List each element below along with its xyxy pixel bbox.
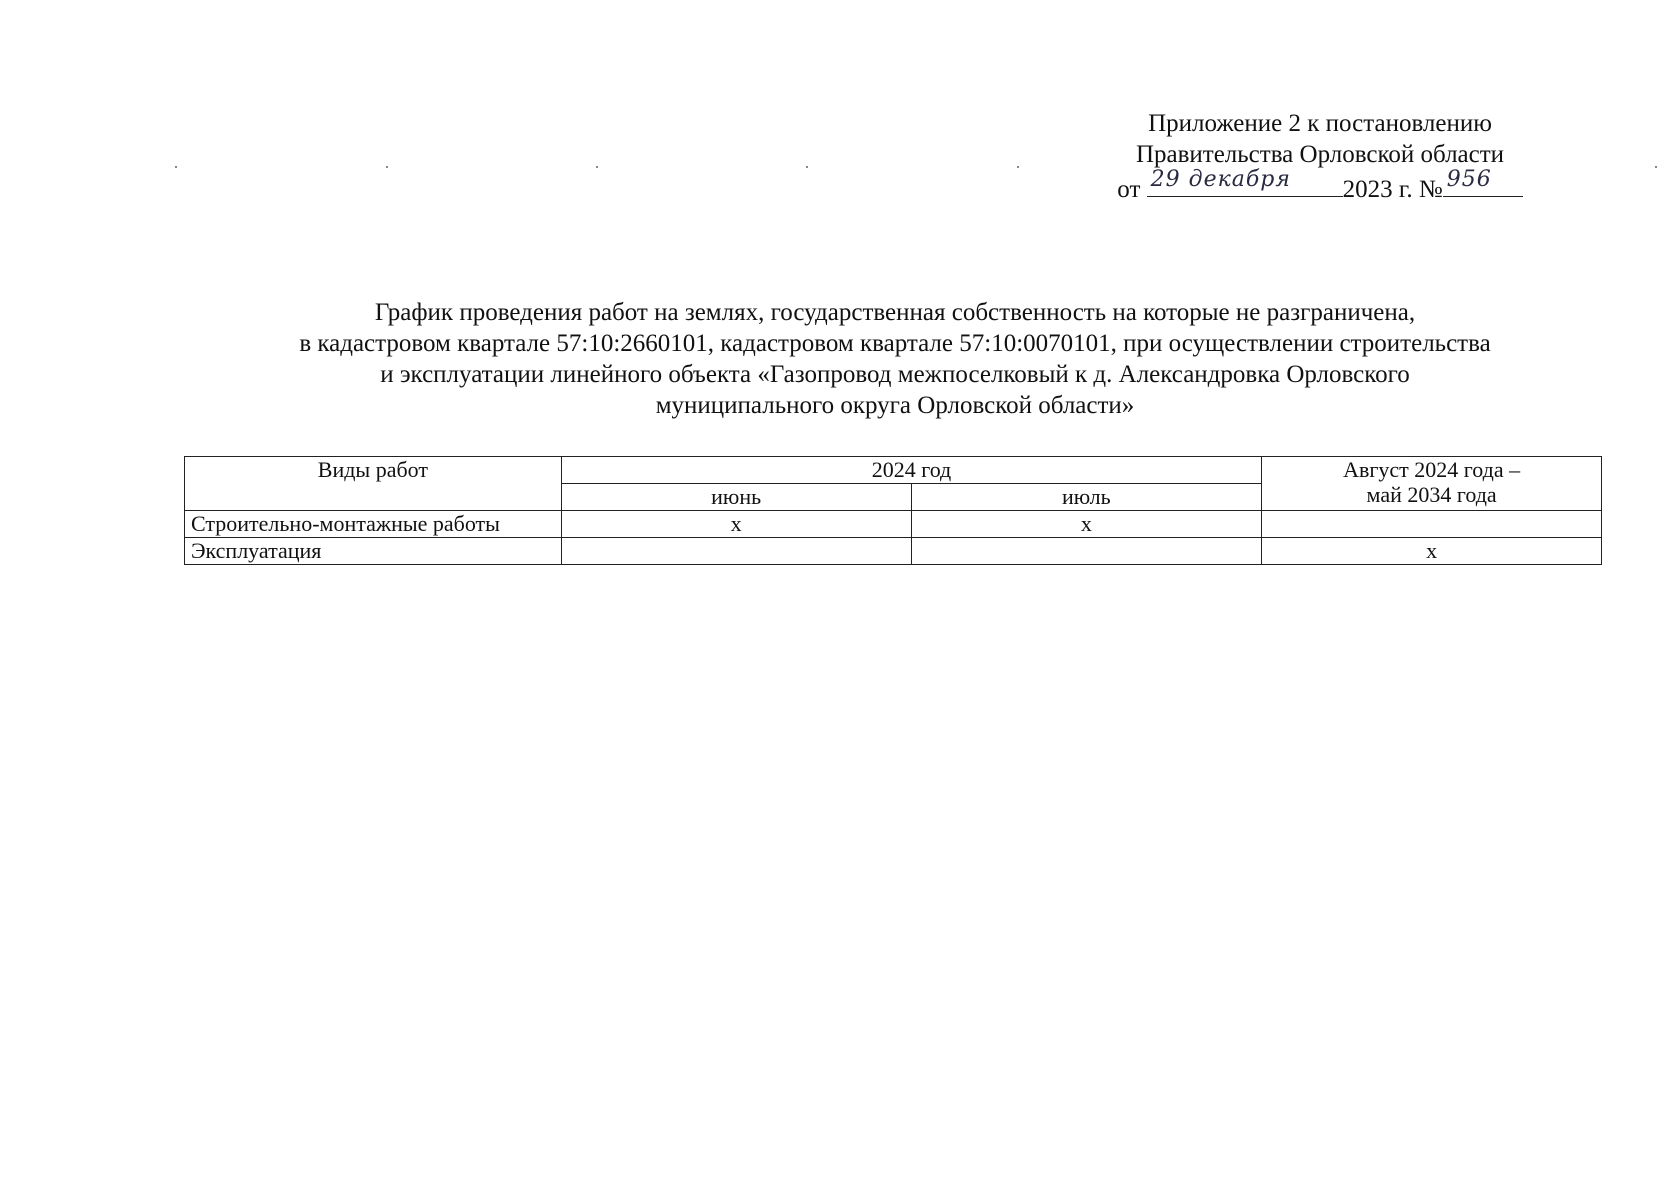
scan-dot xyxy=(175,166,177,168)
table-row xyxy=(185,511,1602,538)
handwritten-number: 956 xyxy=(1446,167,1492,192)
date-prefix: от xyxy=(1117,176,1141,203)
number-signature-line xyxy=(1443,167,1523,197)
header-work-types: Виды работ xyxy=(185,457,562,511)
scan-dot xyxy=(1655,166,1657,168)
handwritten-date: 29 декабря xyxy=(1150,167,1291,192)
row-period-mark xyxy=(1262,511,1602,538)
appendix-header xyxy=(1060,108,1580,205)
appendix-line-1: Приложение 2 к постановлению xyxy=(1148,110,1492,137)
appendix-date-line xyxy=(1060,167,1580,205)
row-july-mark xyxy=(911,538,1262,565)
scan-dot xyxy=(806,166,808,168)
year-number-label: 2023 г. № xyxy=(1342,176,1443,203)
header-period-line-1: Август 2024 года – xyxy=(1343,457,1521,482)
scan-dot xyxy=(596,166,598,168)
date-signature-line xyxy=(1147,167,1343,197)
row-june-mark xyxy=(561,538,911,565)
row-july-mark: х xyxy=(911,511,1262,538)
scan-dot xyxy=(386,166,388,168)
document-title xyxy=(180,297,1610,421)
row-period-mark: х xyxy=(1262,538,1602,565)
work-schedule-table xyxy=(184,456,1602,565)
title-line-3: и эксплуатации линейного объекта «Газопровод межпоселковый к д. Александровка Орловского xyxy=(380,361,1410,388)
title-line-2: в кадастровом квартале 57:10:2660101, кадастровом квартале 57:10:0070101, при осуществлении строительства xyxy=(299,330,1491,357)
header-year: 2024 год xyxy=(561,457,1261,484)
row-work-name: Эксплуатация xyxy=(185,538,562,565)
table-header-row xyxy=(185,457,1602,484)
header-period-line-2: май 2034 года xyxy=(1366,482,1497,507)
table-row xyxy=(185,538,1602,565)
scan-dot xyxy=(1017,166,1019,168)
appendix-line-2: Правительства Орловской области xyxy=(1135,141,1505,168)
header-june: июнь xyxy=(561,484,911,511)
header-july: июль xyxy=(911,484,1262,511)
title-line-4: муниципального округа Орловской области» xyxy=(655,392,1135,419)
row-work-name: Строительно-монтажные работы xyxy=(185,511,562,538)
title-line-1: График проведения работ на землях, государственная собственность на которые не разграничена, xyxy=(374,299,1416,326)
row-june-mark: х xyxy=(561,511,911,538)
header-period xyxy=(1262,457,1602,511)
